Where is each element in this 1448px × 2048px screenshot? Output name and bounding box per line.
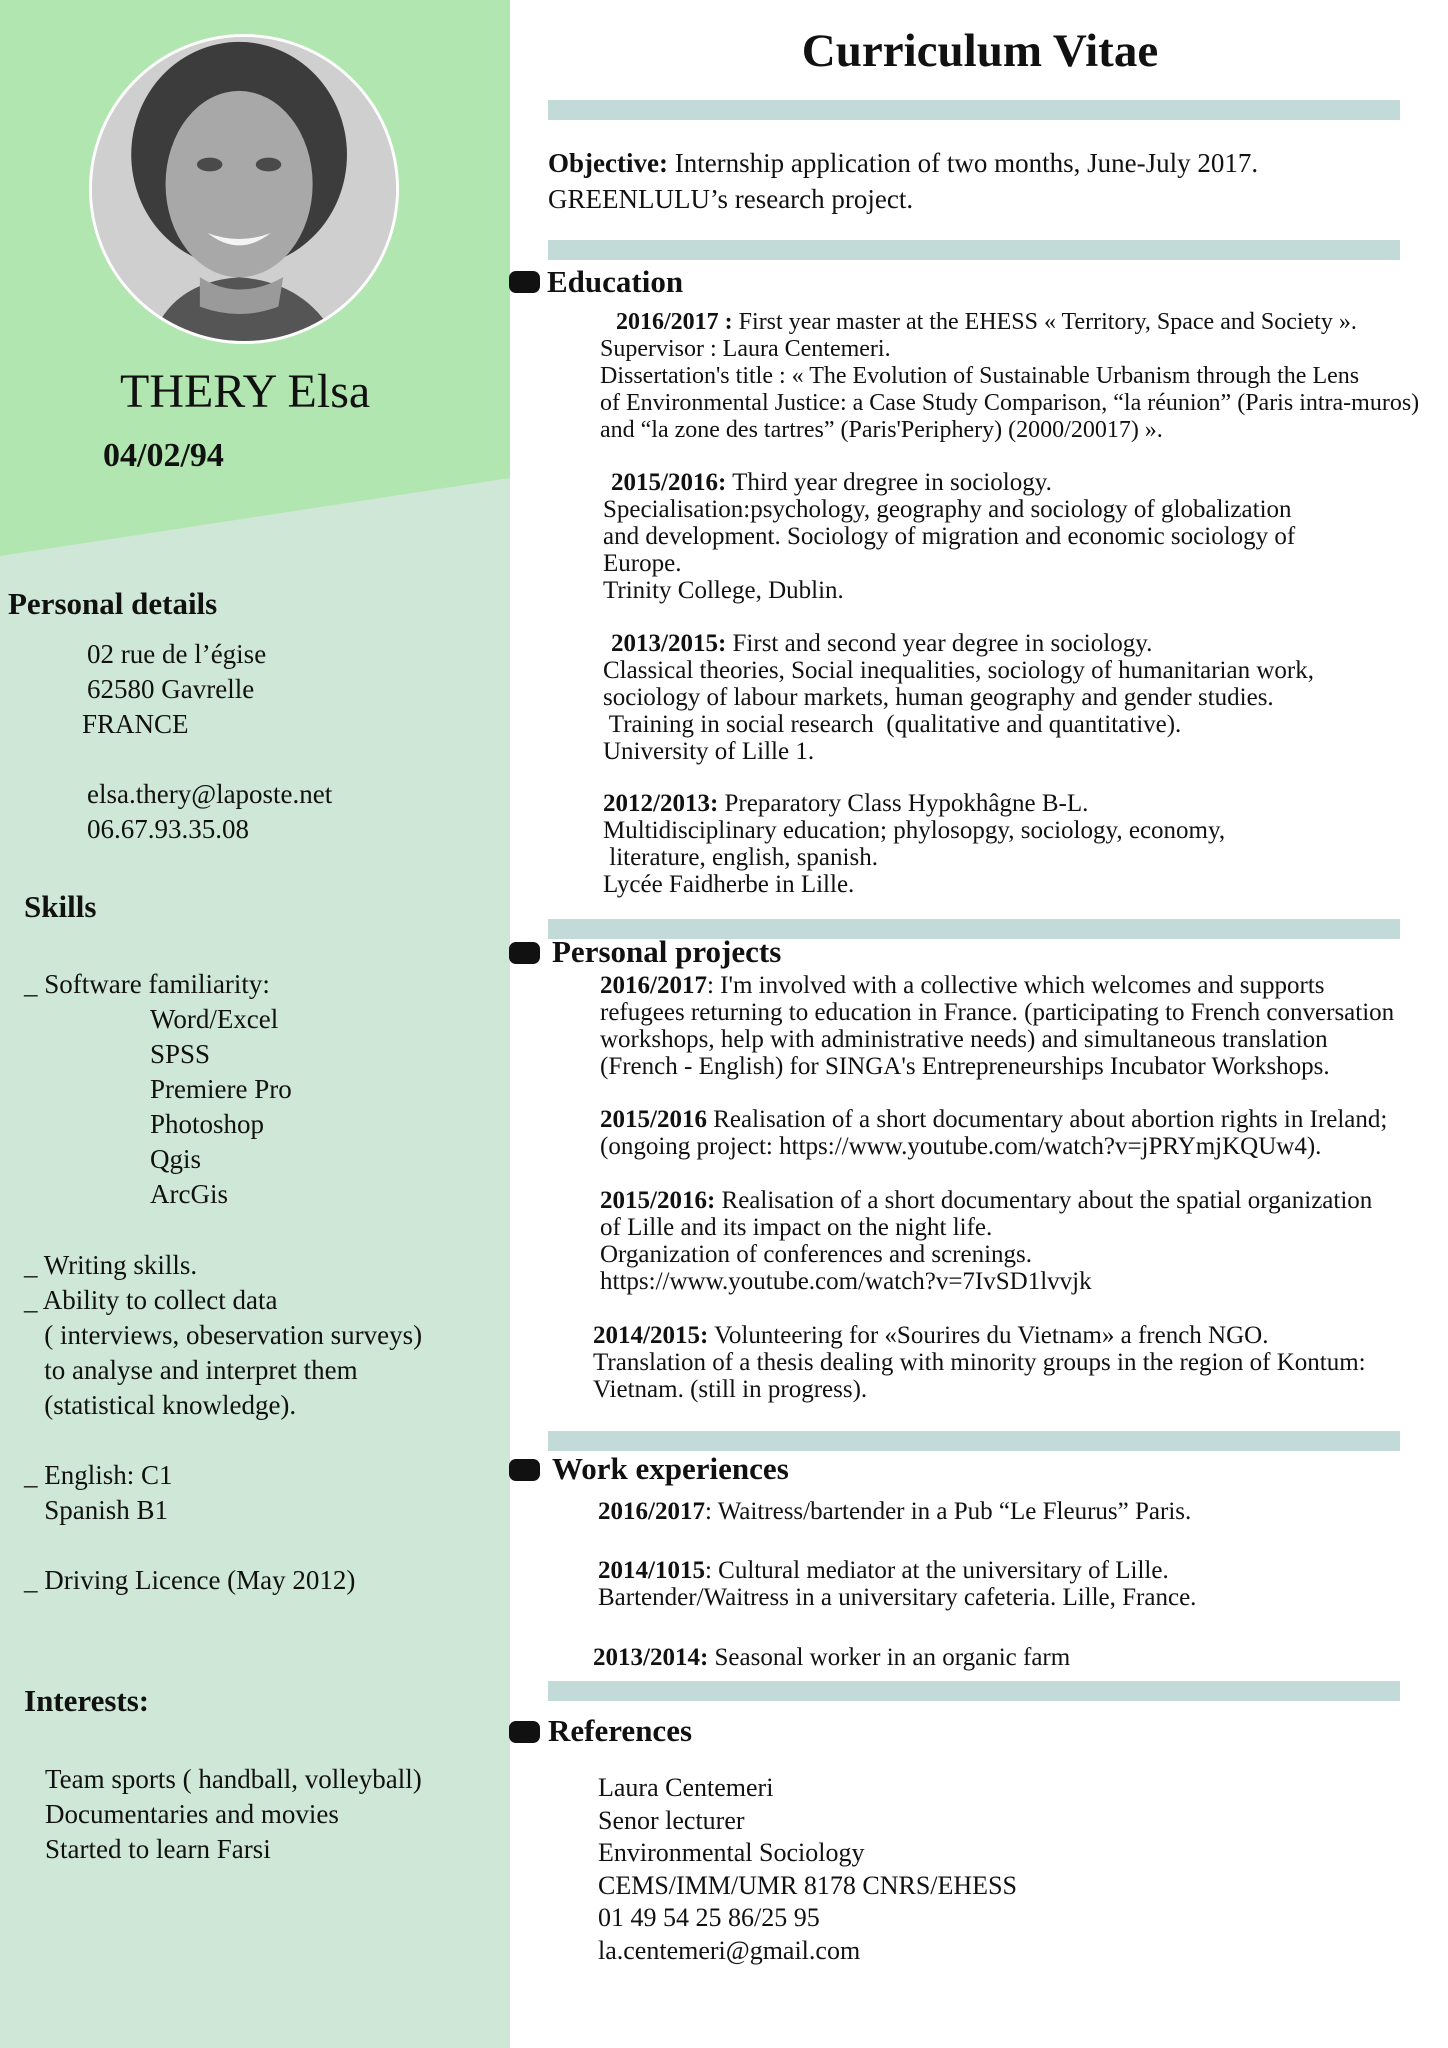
- entry-line: and development. Sociology of migration and economic sociology of: [603, 523, 1296, 550]
- entry-line: workshops, help with administrative needs) and simultaneous translation: [600, 1026, 1328, 1053]
- entry-line: refugees returning to education in France. (participating to French conversation: [600, 999, 1395, 1026]
- objective-text-line2: GREENLULU’s research project.: [548, 184, 914, 214]
- entry-text: Realisation of a short documentary about abortion rights in Ireland;: [706, 1106, 1388, 1133]
- entry-line: Dissertation's title : « The Evolution of Sustainable Urbanism through the Lens: [600, 363, 1360, 389]
- address-line-2: 62580 Gavrelle: [87, 674, 255, 704]
- entry-line: (ongoing project: https://www.youtube.com/watch?v=jPRYmjKQUw4).: [600, 1133, 1322, 1160]
- entry-text: : Cultural mediator at the universitary of Lille.: [704, 1557, 1169, 1584]
- personal-details-heading: Personal details: [8, 586, 218, 621]
- skill-line: (statistical knowledge).: [24, 1390, 297, 1420]
- birthdate: 04/02/94: [103, 437, 224, 474]
- divider-bar: [548, 240, 1400, 260]
- skill-line: _ Ability to collect data: [24, 1285, 278, 1315]
- skill-line: ( interviews, obeservation surveys): [24, 1320, 423, 1350]
- entry-line: and “la zone des tartres” (Paris'Periphery) (2000/20017) ».: [600, 417, 1163, 443]
- work-entry: [598, 1557, 1196, 1611]
- references-heading: References: [548, 1713, 693, 1748]
- software-item: SPSS: [150, 1039, 211, 1069]
- objective-text: Internship application of two months, June-July 2017.: [667, 148, 1259, 178]
- email-address: elsa.thery@laposte.net: [87, 779, 333, 809]
- entry-year: 2016/2017: [598, 1498, 705, 1525]
- project-entry: [600, 1106, 1387, 1160]
- reference-line: la.centemeri@gmail.com: [598, 1935, 861, 1965]
- reference-line: Laura Centemeri: [598, 1773, 774, 1802]
- software-item: Photoshop: [150, 1109, 265, 1139]
- reference-line: Senor lecturer: [598, 1805, 745, 1835]
- entry-line: sociology of labour markets, human geography and gender studies.: [603, 684, 1274, 711]
- section-bullet-icon: [509, 271, 540, 293]
- entry-year: 2016/2017 :: [616, 309, 733, 335]
- entry-year: 2015/2016: [600, 1106, 707, 1133]
- entry-line: Lycée Faidherbe in Lille.: [603, 871, 855, 898]
- entry-line: https://www.youtube.com/watch?v=7IvSD1lvvjk: [600, 1268, 1092, 1295]
- entry-line: Translation of a thesis dealing with minority groups in the region of Kontum:: [593, 1349, 1366, 1376]
- reference-line: Environmental Sociology: [598, 1838, 865, 1867]
- entry-text: Third year dregree in sociology.: [726, 469, 1052, 496]
- entry-line: Europe.: [603, 550, 682, 577]
- divider-bar: [548, 100, 1400, 120]
- entry-text: Preparatory Class Hypokhâgne B-L.: [718, 790, 1089, 817]
- education-entry: [603, 790, 1225, 898]
- education-entry: [603, 469, 1295, 604]
- entry-text: : Waitress/bartender in a Pub “Le Fleurus” Paris.: [704, 1498, 1192, 1525]
- work-entry: [598, 1498, 1191, 1525]
- interest-item: Documentaries and movies: [45, 1799, 339, 1829]
- entry-line: Trinity College, Dublin.: [603, 577, 844, 604]
- software-item: Qgis: [150, 1144, 202, 1174]
- entry-line: Specialisation:psychology, geography and sociology of globalization: [603, 496, 1292, 523]
- education-entry: [600, 309, 1419, 444]
- entry-line: Supervisor : Laura Centemeri.: [600, 336, 891, 362]
- skill-line: to analyse and interpret them: [24, 1355, 358, 1385]
- software-label: _ Software familiarity:: [24, 969, 270, 999]
- entry-line: Vietnam. (still in progress).: [593, 1376, 868, 1403]
- divider-bar: [548, 1681, 1400, 1701]
- entry-line: Training in social research (qualitative and quantitative).: [603, 711, 1182, 738]
- driving-licence: _ Driving Licence (May 2012): [24, 1565, 356, 1595]
- education-entry: [603, 630, 1314, 765]
- entry-line: Classical theories, Social inequalities, sociology of humanitarian work,: [603, 657, 1314, 684]
- interest-item: Started to learn Farsi: [45, 1834, 271, 1864]
- entry-text: : I'm involved with a collective which welcomes and supports: [706, 972, 1325, 999]
- page-title: Curriculum Vitae: [801, 25, 1159, 77]
- language-line: _ English: C1: [24, 1460, 173, 1490]
- entry-year: 2012/2013:: [603, 790, 719, 817]
- project-entry: [593, 1322, 1366, 1403]
- phone-number: 06.67.93.35.08: [87, 814, 249, 844]
- section-bullet-icon: [509, 1721, 540, 1743]
- language-line: Spanish B1: [24, 1495, 169, 1525]
- entry-line: of Environmental Justice: a Case Study Comparison, “la réunion” (Paris intra-muros): [600, 390, 1420, 416]
- sidebar: [0, 0, 510, 2048]
- skill-line: _ Writing skills.: [24, 1250, 198, 1280]
- entry-text: Realisation of a short documentary about the spatial organization: [715, 1187, 1373, 1214]
- entry-line: Bartender/Waitress in a universitary cafeteria. Lille, France.: [598, 1584, 1197, 1611]
- section-bullet-icon: [509, 942, 540, 964]
- entry-text: First and second year degree in sociology.: [726, 630, 1153, 657]
- entry-line: University of Lille 1.: [603, 738, 815, 765]
- address-line-1: 02 rue de l’égise: [87, 639, 267, 669]
- projects-heading: Personal projects: [552, 934, 782, 969]
- entry-line: of Lille and its impact on the night life.: [600, 1214, 993, 1241]
- section-bullet-icon: [509, 1459, 540, 1481]
- entry-year: 2015/2016:: [611, 469, 727, 496]
- project-entry: [600, 972, 1394, 1080]
- software-item: Premiere Pro: [150, 1074, 292, 1104]
- entry-year: 2014/1015: [598, 1557, 705, 1584]
- work-entry: [593, 1644, 1070, 1671]
- portrait-photo: [92, 37, 396, 341]
- profile-photo: [89, 34, 399, 344]
- entry-text: First year master at the EHESS « Territory, Space and Society ».: [732, 309, 1357, 335]
- entry-line: Organization of conferences and screnings.: [600, 1241, 1033, 1268]
- reference-line: 01 49 54 25 86/25 95: [598, 1903, 820, 1932]
- education-heading: Education: [547, 264, 684, 299]
- address-line-3: FRANCE: [82, 709, 189, 739]
- full-name: THERY Elsa: [120, 365, 371, 418]
- interest-item: Team sports ( handball, volleyball): [45, 1764, 422, 1794]
- software-item: Word/Excel: [150, 1004, 279, 1034]
- entry-year: 2015/2016:: [600, 1187, 716, 1214]
- entry-text: Volunteering for «Sourires du Vietnam» a french NGO.: [708, 1322, 1269, 1349]
- divider-bar: [548, 1431, 1400, 1451]
- software-item: ArcGis: [150, 1179, 228, 1209]
- work-heading: Work experiences: [552, 1451, 789, 1486]
- entry-text: Seasonal worker in an organic farm: [708, 1644, 1071, 1671]
- entry-line: Multidisciplinary education; phylosopgy, sociology, economy,: [603, 817, 1226, 844]
- references-block: [598, 1772, 1017, 1967]
- skills-heading: Skills: [24, 889, 97, 924]
- project-entry: [600, 1187, 1372, 1295]
- objective-label: Objective:: [548, 148, 668, 178]
- entry-year: 2013/2014:: [593, 1644, 709, 1671]
- reference-line: CEMS/IMM/UMR 8178 CNRS/EHESS: [598, 1870, 1017, 1900]
- interests-heading: Interests:: [24, 1683, 150, 1718]
- objective: [548, 145, 1258, 217]
- entry-line: literature, english, spanish.: [603, 844, 878, 871]
- entry-year: 2014/2015:: [593, 1322, 709, 1349]
- entry-year: 2016/2017: [600, 972, 707, 999]
- entry-line: (French - English) for SINGA's Entrepreneurships Incubator Workshops.: [600, 1053, 1330, 1080]
- entry-year: 2013/2015:: [611, 630, 727, 657]
